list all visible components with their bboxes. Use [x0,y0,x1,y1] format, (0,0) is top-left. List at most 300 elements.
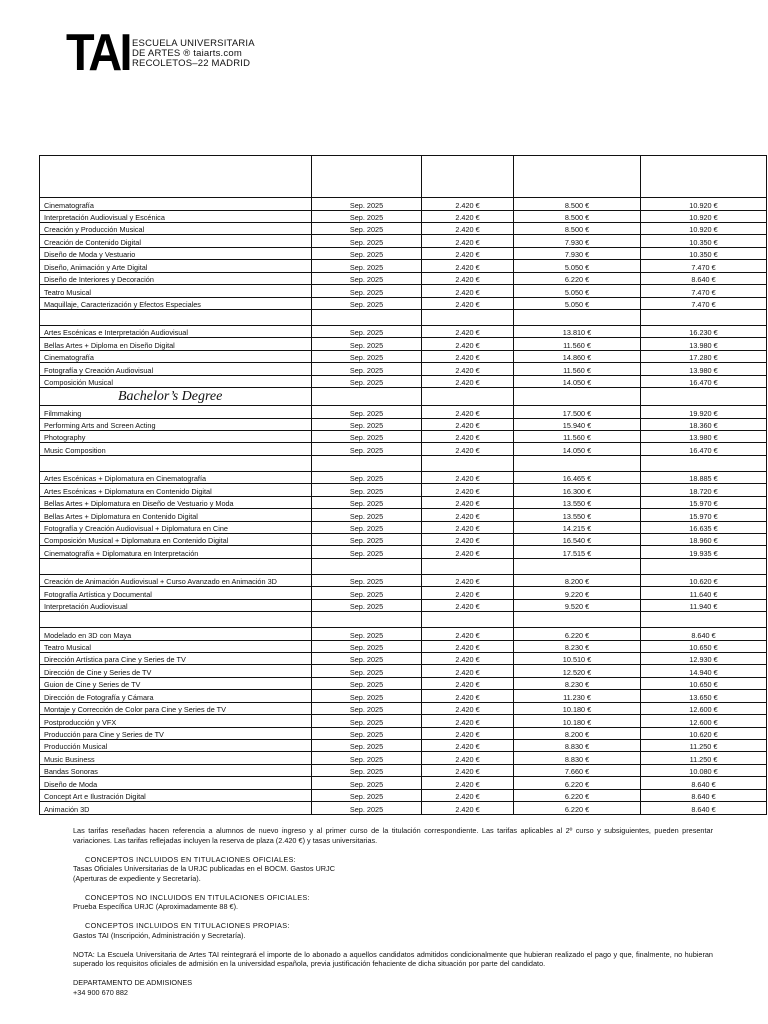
tuition-fee: 11.560 € [514,338,641,350]
tuition-fee: 8.830 € [514,739,641,751]
tuition-fee: 6.220 € [514,802,641,815]
program-name: Photography [40,430,312,442]
tuition-fee: 9.220 € [514,587,641,599]
table-row [40,628,767,640]
total-fee: 8.640 € [641,802,767,815]
reservation-fee: 2.420 € [422,727,514,739]
table-row [40,533,767,545]
program-name: Cinematografía [40,198,312,210]
table-row [40,210,767,222]
total-fee: 11.250 € [641,739,767,751]
reservation-fee: 2.420 € [422,247,514,259]
separator-cell [422,455,514,471]
program-name: Music Business [40,752,312,764]
program-name: Bellas Artes + Diploma en Diseño Digital [40,338,312,350]
reservation-fee: 2.420 € [422,496,514,508]
tuition-fee: 14.860 € [514,350,641,362]
table-row [40,484,767,496]
total-fee: 8.640 € [641,272,767,284]
section-separator-row [40,558,767,574]
table-row [40,546,767,558]
reservation-fee: 2.420 € [422,235,514,247]
reservation-fee: 2.420 € [422,260,514,272]
start-date: Sep. 2025 [312,764,422,776]
tuition-fee: 6.220 € [514,628,641,640]
separator-cell [312,558,422,574]
tuition-fee: 5.050 € [514,285,641,297]
admissions-department: DEPARTAMENTO DE ADMISIONES [73,978,193,987]
propias-line-1: Gastos TAI (Inscripción, Administración y Secretaría). [73,930,246,940]
tariffs-note: Las tarifas reseñadas hacen referencia a alumnos de nuevo ingreso y al primer curso de la titulación correspondiente. Las tarifas aplicables al 2º curso y subsiguientes, pueden presentar variaciones. Las tarifas reflejadas incluyen la reserva de plaza (2.420 €) y tasas universitarias. [73,826,713,845]
total-fee: 8.640 € [641,628,767,640]
section-separator-row [40,309,767,325]
start-date: Sep. 2025 [312,802,422,815]
separator-cell [514,309,641,325]
tuition-fee: 7.930 € [514,235,641,247]
reservation-fee: 2.420 € [422,350,514,362]
separator-cell [514,455,641,471]
table-row [40,247,767,259]
tuition-fee: 8.230 € [514,677,641,689]
total-fee: 8.640 € [641,789,767,801]
total-fee: 13.980 € [641,363,767,375]
table-row [40,375,767,387]
reservation-fee: 2.420 € [422,752,514,764]
total-fee: 10.920 € [641,210,767,222]
separator-cell [40,612,312,628]
oficiales-heading: CONCEPTOS INCLUIDOS EN TITULACIONES OFICIALES: [85,854,296,864]
table-row [40,443,767,455]
reservation-fee: 2.420 € [422,665,514,677]
tuition-fee: 14.050 € [514,375,641,387]
start-date: Sep. 2025 [312,471,422,483]
start-date: Sep. 2025 [312,430,422,442]
reservation-fee: 2.420 € [422,653,514,665]
reservation-fee: 2.420 € [422,484,514,496]
table-row [40,235,767,247]
separator-cell [514,612,641,628]
tuition-fee: 6.220 € [514,789,641,801]
reservation-fee: 2.420 € [422,702,514,714]
start-date: Sep. 2025 [312,247,422,259]
program-name: Diseño de Moda y Vestuario [40,247,312,259]
separator-cell [312,309,422,325]
program-name: Dirección Artística para Cine y Series de TV [40,653,312,665]
reservation-fee: 2.420 € [422,210,514,222]
tuition-fee: 15.940 € [514,418,641,430]
school-name-line-3: RECOLETOS–22 MADRID [132,58,251,70]
program-name: Montaje y Corrección de Color para Cine y Series de TV [40,702,312,714]
table-row [40,222,767,234]
total-fee: 10.920 € [641,198,767,210]
table-row [40,418,767,430]
start-date: Sep. 2025 [312,574,422,586]
reservation-fee: 2.420 € [422,715,514,727]
tuition-fee: 7.660 € [514,764,641,776]
total-fee: 18.360 € [641,418,767,430]
tuition-fee: 10.510 € [514,653,641,665]
program-name: Postproducción y VFX [40,715,312,727]
table-row [40,789,767,801]
reservation-fee: 2.420 € [422,574,514,586]
start-date: Sep. 2025 [312,677,422,689]
start-date: Sep. 2025 [312,484,422,496]
program-name: Creación de Contenido Digital [40,235,312,247]
start-date: Sep. 2025 [312,715,422,727]
separator-cell [312,455,422,471]
tuition-fee: 8.500 € [514,222,641,234]
total-fee: 13.980 € [641,338,767,350]
program-name: Composición Musical + Diplomatura en Contenido Digital [40,533,312,545]
total-fee: 7.470 € [641,285,767,297]
program-name: Maquillaje, Caracterización y Efectos Especiales [40,297,312,309]
header-cell [422,156,514,198]
start-date: Sep. 2025 [312,272,422,284]
reservation-fee: 2.420 € [422,789,514,801]
total-fee: 18.885 € [641,471,767,483]
reservation-fee: 2.420 € [422,430,514,442]
program-name: Bellas Artes + Diplomatura en Contenido Digital [40,509,312,521]
separator-cell [422,612,514,628]
program-name: Guion de Cine y Series de TV [40,677,312,689]
total-fee: 7.470 € [641,260,767,272]
program-name: Concept Art e Ilustración Digital [40,789,312,801]
tuition-fee: 13.810 € [514,325,641,337]
tuition-fee: 5.050 € [514,297,641,309]
total-fee: 13.980 € [641,430,767,442]
section-separator-row [40,612,767,628]
total-fee: 15.970 € [641,496,767,508]
start-date: Sep. 2025 [312,350,422,362]
program-name: Artes Escénicas + Diplomatura en Contenido Digital [40,484,312,496]
start-date: Sep. 2025 [312,727,422,739]
program-name: Interpretación Audiovisual [40,599,312,611]
start-date: Sep. 2025 [312,496,422,508]
tuition-fee: 8.500 € [514,198,641,210]
total-fee: 12.600 € [641,702,767,714]
separator-cell [422,558,514,574]
separator-cell [40,455,312,471]
tuition-fee: 16.540 € [514,533,641,545]
admissions-phone: +34 900 670 882 [73,987,128,997]
start-date: Sep. 2025 [312,222,422,234]
reservation-fee: 2.420 € [422,471,514,483]
start-date: Sep. 2025 [312,297,422,309]
program-name: Bandas Sonoras [40,764,312,776]
header-cell [641,156,767,198]
reservation-fee: 2.420 € [422,418,514,430]
table-row [40,653,767,665]
tuition-fee: 8.230 € [514,640,641,652]
total-fee: 11.940 € [641,599,767,611]
total-fee: 10.650 € [641,640,767,652]
notes [73,826,713,997]
start-date: Sep. 2025 [312,665,422,677]
reservation-fee: 2.420 € [422,546,514,558]
program-name: Modelado en 3D con Maya [40,628,312,640]
table-row [40,665,767,677]
table-row [40,471,767,483]
reservation-fee: 2.420 € [422,599,514,611]
program-name: Music Composition [40,443,312,455]
start-date: Sep. 2025 [312,521,422,533]
reservation-fee: 2.420 € [422,363,514,375]
table-row [40,599,767,611]
program-name: Animación 3D [40,802,312,815]
reservation-fee: 2.420 € [422,443,514,455]
total-fee: 11.640 € [641,587,767,599]
separator-cell [641,455,767,471]
program-name: Creación y Producción Musical [40,222,312,234]
total-fee: 17.280 € [641,350,767,362]
reservation-fee: 2.420 € [422,521,514,533]
propias-heading: CONCEPTOS INCLUIDOS EN TITULACIONES PROPIAS: [85,921,290,930]
total-fee: 16.470 € [641,375,767,387]
start-date: Sep. 2025 [312,418,422,430]
separator-cell [422,309,514,325]
start-date: Sep. 2025 [312,443,422,455]
program-name: Artes Escénicas + Diplomatura en Cinematografía [40,471,312,483]
table-row [40,587,767,599]
start-date: Sep. 2025 [312,752,422,764]
tuition-fee: 17.515 € [514,546,641,558]
tuition-fee: 13.550 € [514,509,641,521]
table-row [40,363,767,375]
table-header-row [40,156,767,198]
program-name: Artes Escénicas e Interpretación Audiovisual [40,325,312,337]
total-fee: 10.920 € [641,222,767,234]
table-row [40,727,767,739]
separator-cell [641,309,767,325]
section-separator-row [40,455,767,471]
tuition-fee: 16.300 € [514,484,641,496]
tuition-fee: 10.180 € [514,702,641,714]
tuition-fee: 8.200 € [514,574,641,586]
program-name: Bellas Artes + Diplomatura en Diseño de Vestuario y Moda [40,496,312,508]
tuition-fee: 12.520 € [514,665,641,677]
reservation-fee: 2.420 € [422,677,514,689]
total-fee: 8.640 € [641,777,767,789]
table-row [40,764,767,776]
no-incluidos-line-1: Prueba Específica URJC (Aproximadamente 88 €). [73,902,239,911]
table-row [40,752,767,764]
program-name: Composición Musical [40,375,312,387]
program-name: Cinematografía [40,350,312,362]
tuition-fee: 16.465 € [514,471,641,483]
reservation-fee: 2.420 € [422,739,514,751]
reservation-fee: 2.420 € [422,406,514,418]
oficiales-line-1: Tasas Oficiales Universitarias de la URJC publicadas en el BOCM. Gastos URJC [73,864,335,873]
tuition-table [39,155,766,815]
tuition-fee: 5.050 € [514,260,641,272]
separator-cell [40,558,312,574]
separator-cell [312,388,422,406]
tuition-fee: 6.220 € [514,777,641,789]
reservation-fee: 2.420 € [422,509,514,521]
table-row [40,574,767,586]
tuition-fee: 9.520 € [514,599,641,611]
start-date: Sep. 2025 [312,690,422,702]
total-fee: 16.635 € [641,521,767,533]
total-fee: 14.940 € [641,665,767,677]
reservation-fee: 2.420 € [422,640,514,652]
table-row [40,509,767,521]
start-date: Sep. 2025 [312,260,422,272]
separator-cell [312,612,422,628]
total-fee: 13.650 € [641,690,767,702]
separator-cell [422,388,514,406]
program-name: Diseño de Moda [40,777,312,789]
reservation-fee: 2.420 € [422,690,514,702]
total-fee: 12.930 € [641,653,767,665]
program-name: Dirección de Cine y Series de TV [40,665,312,677]
start-date: Sep. 2025 [312,653,422,665]
start-date: Sep. 2025 [312,375,422,387]
tuition-fee: 17.500 € [514,406,641,418]
reservation-fee: 2.420 € [422,297,514,309]
start-date: Sep. 2025 [312,509,422,521]
tuition-fee: 8.500 € [514,210,641,222]
start-date: Sep. 2025 [312,628,422,640]
table-row [40,496,767,508]
total-fee: 10.650 € [641,677,767,689]
header-cell [40,156,312,198]
program-name: Dirección de Fotografía y Cámara [40,690,312,702]
program-name: Filmmaking [40,406,312,418]
table-row [40,802,767,815]
table-row [40,521,767,533]
table-row [40,285,767,297]
reservation-fee: 2.420 € [422,285,514,297]
start-date: Sep. 2025 [312,640,422,652]
start-date: Sep. 2025 [312,777,422,789]
program-name: Cinematografía + Diplomatura en Interpretación [40,546,312,558]
table-row [40,739,767,751]
table-row [40,690,767,702]
tuition-fee: 11.560 € [514,363,641,375]
tuition-fee: 14.215 € [514,521,641,533]
total-fee: 19.935 € [641,546,767,558]
reservation-fee: 2.420 € [422,338,514,350]
separator-cell [641,612,767,628]
table-row [40,430,767,442]
total-fee: 18.960 € [641,533,767,545]
total-fee: 10.620 € [641,727,767,739]
reservation-fee: 2.420 € [422,375,514,387]
program-name: Teatro Musical [40,640,312,652]
start-date: Sep. 2025 [312,285,422,297]
header-cell [312,156,422,198]
separator-cell [40,309,312,325]
total-fee: 10.620 € [641,574,767,586]
refund-note: NOTA: La Escuela Universitaria de Artes TAI reintegrará el importe de lo abonado a aquellos candidatos admitidos condicionalmente que hubieran realizado el pago y que, finalmente, no hubieran superado los requisitos oficiales de admisión en la universidad española, previa justificación fehaciente de dicha situación por parte del candidato. [73,949,713,968]
program-name: Performing Arts and Screen Acting [40,418,312,430]
start-date: Sep. 2025 [312,533,422,545]
tuition-table-body [40,156,767,815]
tuition-fee: 11.560 € [514,430,641,442]
program-name: Fotografía Artística y Documental [40,587,312,599]
total-fee: 11.250 € [641,752,767,764]
start-date: Sep. 2025 [312,325,422,337]
table-row [40,350,767,362]
tuition-fee: 10.180 € [514,715,641,727]
total-fee: 19.920 € [641,406,767,418]
total-fee: 18.720 € [641,484,767,496]
reservation-fee: 2.420 € [422,764,514,776]
section-title: Bachelor’s Degree [40,388,312,406]
table-row [40,260,767,272]
reservation-fee: 2.420 € [422,777,514,789]
section-title-row [40,388,767,406]
table-row [40,640,767,652]
program-name: Diseño de Interiores y Decoración [40,272,312,284]
separator-cell [641,388,767,406]
reservation-fee: 2.420 € [422,222,514,234]
reservation-fee: 2.420 € [422,272,514,284]
tuition-fee: 8.200 € [514,727,641,739]
total-fee: 10.080 € [641,764,767,776]
table-row [40,325,767,337]
reservation-fee: 2.420 € [422,628,514,640]
reservation-fee: 2.420 € [422,802,514,815]
total-fee: 15.970 € [641,509,767,521]
start-date: Sep. 2025 [312,702,422,714]
table-row [40,715,767,727]
table-row [40,297,767,309]
program-name: Fotografía y Creación Audiovisual + Diplomatura en Cine [40,521,312,533]
reservation-fee: 2.420 € [422,533,514,545]
program-name: Creación de Animación Audiovisual + Curso Avanzado en Animación 3D [40,574,312,586]
start-date: Sep. 2025 [312,587,422,599]
tuition-fee: 14.050 € [514,443,641,455]
no-incluidos-heading: CONCEPTOS NO INCLUIDOS EN TITULACIONES OFICIALES: [85,892,310,902]
total-fee: 10.350 € [641,235,767,247]
program-name: Producción para Cine y Series de TV [40,727,312,739]
program-name: Interpretación Audiovisual y Escénica [40,210,312,222]
school-name [132,39,255,70]
program-name: Producción Musical [40,739,312,751]
separator-cell [641,558,767,574]
tuition-fee: 6.220 € [514,272,641,284]
start-date: Sep. 2025 [312,406,422,418]
start-date: Sep. 2025 [312,546,422,558]
tai-logo: TAI [66,24,130,82]
tuition-fee: 8.830 € [514,752,641,764]
separator-cell [514,558,641,574]
program-name: Fotografía y Creación Audiovisual [40,363,312,375]
start-date: Sep. 2025 [312,599,422,611]
total-fee: 16.470 € [641,443,767,455]
table-row [40,677,767,689]
start-date: Sep. 2025 [312,363,422,375]
table-row [40,272,767,284]
separator-cell [514,388,641,406]
total-fee: 16.230 € [641,325,767,337]
table-row [40,777,767,789]
start-date: Sep. 2025 [312,210,422,222]
table-row [40,198,767,210]
start-date: Sep. 2025 [312,235,422,247]
total-fee: 12.600 € [641,715,767,727]
tuition-fee: 13.550 € [514,496,641,508]
reservation-fee: 2.420 € [422,325,514,337]
program-name: Diseño, Animación y Arte Digital [40,260,312,272]
start-date: Sep. 2025 [312,198,422,210]
reservation-fee: 2.420 € [422,587,514,599]
start-date: Sep. 2025 [312,739,422,751]
total-fee: 7.470 € [641,297,767,309]
reservation-fee: 2.420 € [422,198,514,210]
